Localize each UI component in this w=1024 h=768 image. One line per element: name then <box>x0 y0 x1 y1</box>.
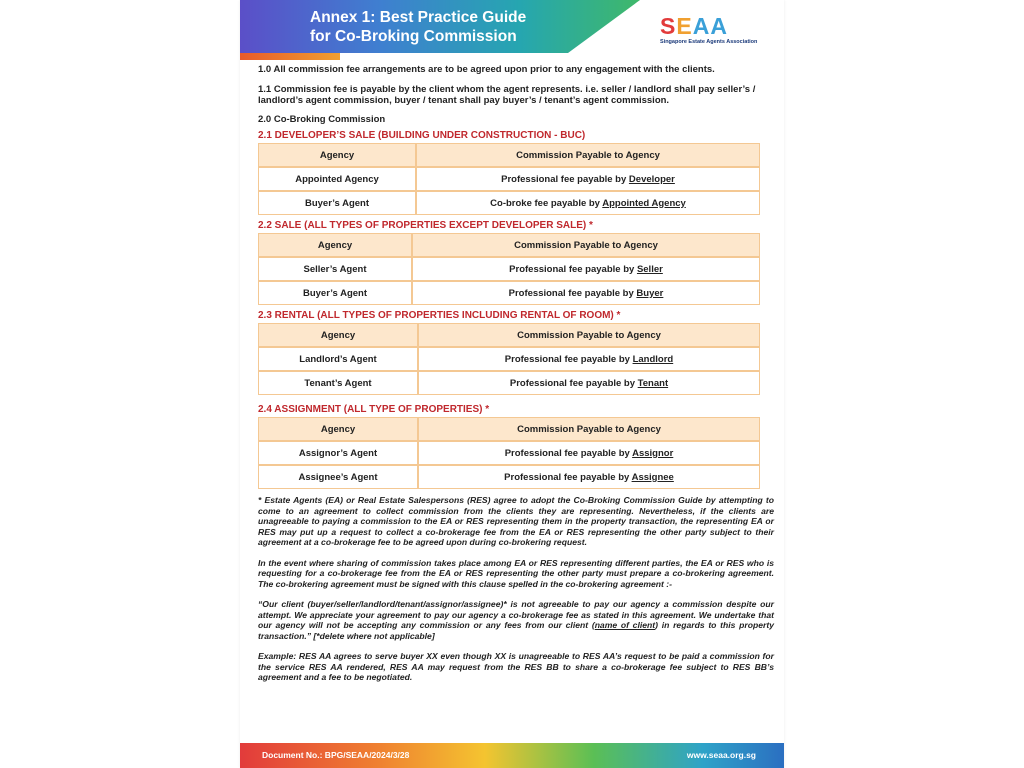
clause-2-0: 2.0 Co-Broking Commission <box>258 114 386 125</box>
document-number: Document No.: BPG/SEAA/2024/3/28 <box>262 750 410 760</box>
agency-cell: Landlord’s Agent <box>258 347 418 371</box>
note-clause-quote: “Our client (buyer/seller/landlord/tenant/assignor/assignee)* is not agreeable to pay our agency a commission despite our attempt. We appreciate your agreement to pay our agency a co-brokerage fee as stated in this agreement. We undertake that our agency will not be accepting any commission or any fees from our client (name of client) in regards to this property transaction.” [*delete where not applicable] <box>258 599 775 641</box>
agency-cell: Seller’s Agent <box>258 257 412 281</box>
commission-cell: Professional fee payable by Assignor <box>418 441 760 465</box>
table-header-row <box>258 323 760 347</box>
document-body <box>258 64 774 683</box>
column-header-agency: Agency <box>258 417 418 441</box>
agency-cell: Assignee’s Agent <box>258 465 418 489</box>
table-header-row <box>258 143 760 167</box>
commission-cell: Professional fee payable by Seller <box>412 257 760 281</box>
clause-1-0: 1.0 All commission fee arrangements are to be agreed upon prior to any engagement with the clients. <box>258 64 715 75</box>
payer-party: Tenant <box>637 377 669 389</box>
section-title-2-4: 2.4 ASSIGNMENT (ALL TYPE OF PROPERTIES) * <box>258 404 490 415</box>
commission-cell: Professional fee payable by Tenant <box>418 371 760 395</box>
table-row <box>258 371 760 395</box>
header-accent-strip <box>240 53 340 60</box>
commission-cell: Professional fee payable by Buyer <box>412 281 760 305</box>
commission-table-rental <box>258 323 760 395</box>
table-header-row <box>258 233 760 257</box>
page-header <box>240 0 784 60</box>
payer-party: Developer <box>628 173 675 185</box>
commission-table-sale <box>258 233 760 305</box>
table-row <box>258 465 760 489</box>
column-header-commission: Commission Payable to Agency <box>418 323 760 347</box>
document-title <box>310 8 526 46</box>
document-page <box>240 0 784 768</box>
column-header-agency: Agency <box>258 323 418 347</box>
table-row <box>258 281 760 305</box>
payer-party: Landlord <box>632 353 674 365</box>
payer-party: Buyer <box>636 287 664 299</box>
column-header-agency: Agency <box>258 233 412 257</box>
agency-cell: Tenant’s Agent <box>258 371 418 395</box>
table-row <box>258 347 760 371</box>
agency-cell: Buyer’s Agent <box>258 191 416 215</box>
logo-wordmark: SEAA <box>660 13 728 39</box>
column-header-commission: Commission Payable to Agency <box>416 143 760 167</box>
commission-table-assignment <box>258 417 760 489</box>
agency-cell: Assignor’s Agent <box>258 441 418 465</box>
payer-party: Seller <box>636 263 663 275</box>
footnote-agreement: * Estate Agents (EA) or Real Estate Salespersons (RES) agree to adopt the Co-Broking Commission Guide by attempting to come to an agreement to collect commission from the clients they are representing. Nevertheless, if the clients are unagreeable to paying a commission to the EA or RES representing them in the property transaction, the representing EA or RES may put up a request to collect a co-brokerage fee from the EA or RES representing the other party subject to their agreement at a co-brokerage fee to be agreed upon during co-brokering request. <box>258 495 774 547</box>
section-title-2-2: 2.2 SALE (ALL TYPES OF PROPERTIES EXCEPT DEVELOPER SALE) * <box>258 220 593 231</box>
note-example: Example: RES AA agrees to serve buyer XX even though XX is unagreeable to RES AA’s request to be paid a commission for the service RES AA rendered, RES AA may request from the RES BB to share a co-brokerage fee subject to RES BB’s agreement and a fee to be negotiated. <box>258 651 774 682</box>
clause-1-1: 1.1 Commission fee is payable by the client whom the agent represents. i.e. seller / landlord shall pay seller’s / landlord’s agent commission, buyer / tenant shall pay buyer’s / tenant’s agent commission. <box>258 84 756 106</box>
payer-party: Assignor <box>632 447 674 459</box>
commission-cell: Professional fee payable by Assignee <box>418 465 760 489</box>
table-row <box>258 167 760 191</box>
agency-cell: Appointed Agency <box>258 167 416 191</box>
commission-cell: Professional fee payable by Developer <box>416 167 760 191</box>
commission-table-developer-sale <box>258 143 760 215</box>
column-header-commission: Commission Payable to Agency <box>418 417 760 441</box>
agency-cell: Buyer’s Agent <box>258 281 412 305</box>
section-title-2-1: 2.1 DEVELOPER’S SALE (BUILDING UNDER CONSTRUCTION - BUC) <box>258 130 586 141</box>
title-line-1: Annex 1: Best Practice Guide <box>310 9 527 26</box>
note-co-brokering-agreement: In the event where sharing of commission takes place among EA or RES representing different parties, the EA or RES who is requesting for a co-brokerage fee from the EA or RES representing the other party must prepare a co-brokering agreement. The co-brokering agreement must be signed with this clause spelled in the co-brokering agreement :- <box>258 557 774 589</box>
payer-party: Assignee <box>631 471 674 483</box>
table-row <box>258 441 760 465</box>
payer-party: Appointed Agency <box>602 197 686 209</box>
logo-subtitle: Singapore Estate Agents Association <box>660 39 758 45</box>
column-header-agency: Agency <box>258 143 416 167</box>
seaa-logo <box>660 14 770 50</box>
commission-cell: Co-broke fee payable by Appointed Agency <box>416 191 760 215</box>
table-header-row <box>258 417 760 441</box>
section-title-2-3: 2.3 RENTAL (ALL TYPES OF PROPERTIES INCLUDING RENTAL OF ROOM) * <box>258 310 621 321</box>
page-footer <box>240 743 784 768</box>
table-row <box>258 191 760 215</box>
commission-cell: Professional fee payable by Landlord <box>418 347 760 371</box>
website-link[interactable]: www.seaa.org.sg <box>686 750 756 760</box>
title-line-2: for Co-Broking Commission <box>310 28 517 45</box>
table-row <box>258 257 760 281</box>
column-header-commission: Commission Payable to Agency <box>412 233 760 257</box>
client-name-placeholder: name of client <box>594 620 656 630</box>
